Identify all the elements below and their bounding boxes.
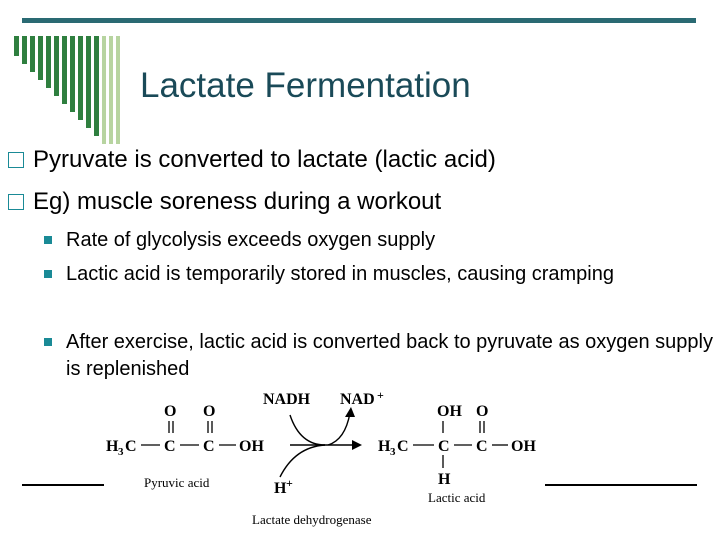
footer-rule-left: [22, 484, 104, 486]
h-plus-curve-arrow: [280, 445, 325, 477]
pyruvate-ch3-sub: 3: [118, 446, 124, 458]
h-plus-charge: +: [286, 476, 293, 490]
lactate-c2: C: [476, 438, 488, 455]
sub-bullet-2: [44, 261, 684, 288]
footer-rule-right: [545, 484, 697, 486]
sub-bullet-text: Lactic acid is temporarily stored in muscles, causing cramping: [66, 263, 614, 285]
bullet-2: [8, 188, 441, 216]
lactate-oh: OH: [511, 438, 536, 455]
pyruvate-oh: OH: [239, 438, 264, 455]
pyruvate-o1: O: [164, 403, 177, 420]
lactate-h: H: [438, 471, 451, 488]
lactate-ch3-c: C: [397, 438, 409, 455]
pyruvate-ch3-h: H: [106, 438, 119, 455]
decorative-stripes: [14, 36, 124, 146]
pyruvate-o2: O: [203, 403, 216, 420]
sub-bullet-text: Rate of glycolysis exceeds oxygen supply: [66, 229, 436, 251]
pyruvic-acid-label: Pyruvic acid: [144, 475, 210, 490]
lactate-reaction-diagram: [100, 385, 550, 530]
bullet-square-icon: [44, 270, 52, 278]
sub-bullet-1: [44, 227, 714, 254]
pyruvate-structure: [106, 403, 264, 458]
main-arrowhead-icon: [352, 440, 362, 450]
bullet-text: Pyruvate is converted to lactate (lactic acid): [33, 146, 496, 173]
lactate-ch3-h: H: [378, 438, 391, 455]
nad-curve-arrow: [328, 413, 350, 445]
bullet-1: [8, 146, 496, 174]
nad-label: NAD: [340, 391, 375, 408]
lactate-oh-top: OH: [437, 403, 462, 420]
bullet-box-icon: [8, 152, 24, 168]
pyruvate-c1: C: [164, 438, 176, 455]
lactate-structure: [378, 403, 536, 488]
bullet-text: Eg) muscle soreness during a workout: [33, 188, 442, 215]
pyruvate-c2: C: [203, 438, 215, 455]
lactic-acid-label: Lactic acid: [428, 490, 486, 505]
h-plus-label: H: [274, 480, 287, 497]
nadh-label: NADH: [263, 391, 311, 408]
lactate-o-top: O: [476, 403, 489, 420]
bullet-square-icon: [44, 338, 52, 346]
nad-arrowhead-icon: [345, 407, 355, 417]
lactate-c1: C: [438, 438, 450, 455]
nadh-curve-arrow: [290, 415, 325, 445]
sub-bullet-3: [44, 329, 714, 383]
bullet-square-icon: [44, 236, 52, 244]
top-rule: [22, 18, 696, 23]
bullet-box-icon: [8, 194, 24, 210]
enzyme-label: Lactate dehydrogenase: [252, 512, 372, 527]
pyruvate-ch3-c: C: [125, 438, 137, 455]
sub-bullet-text: After exercise, lactic acid is converted back to pyruvate as oxygen supply is replenished: [66, 331, 713, 380]
nad-charge: +: [377, 388, 384, 402]
lactate-ch3-sub: 3: [390, 446, 396, 458]
slide-title: Lactate Fermentation: [140, 66, 471, 105]
